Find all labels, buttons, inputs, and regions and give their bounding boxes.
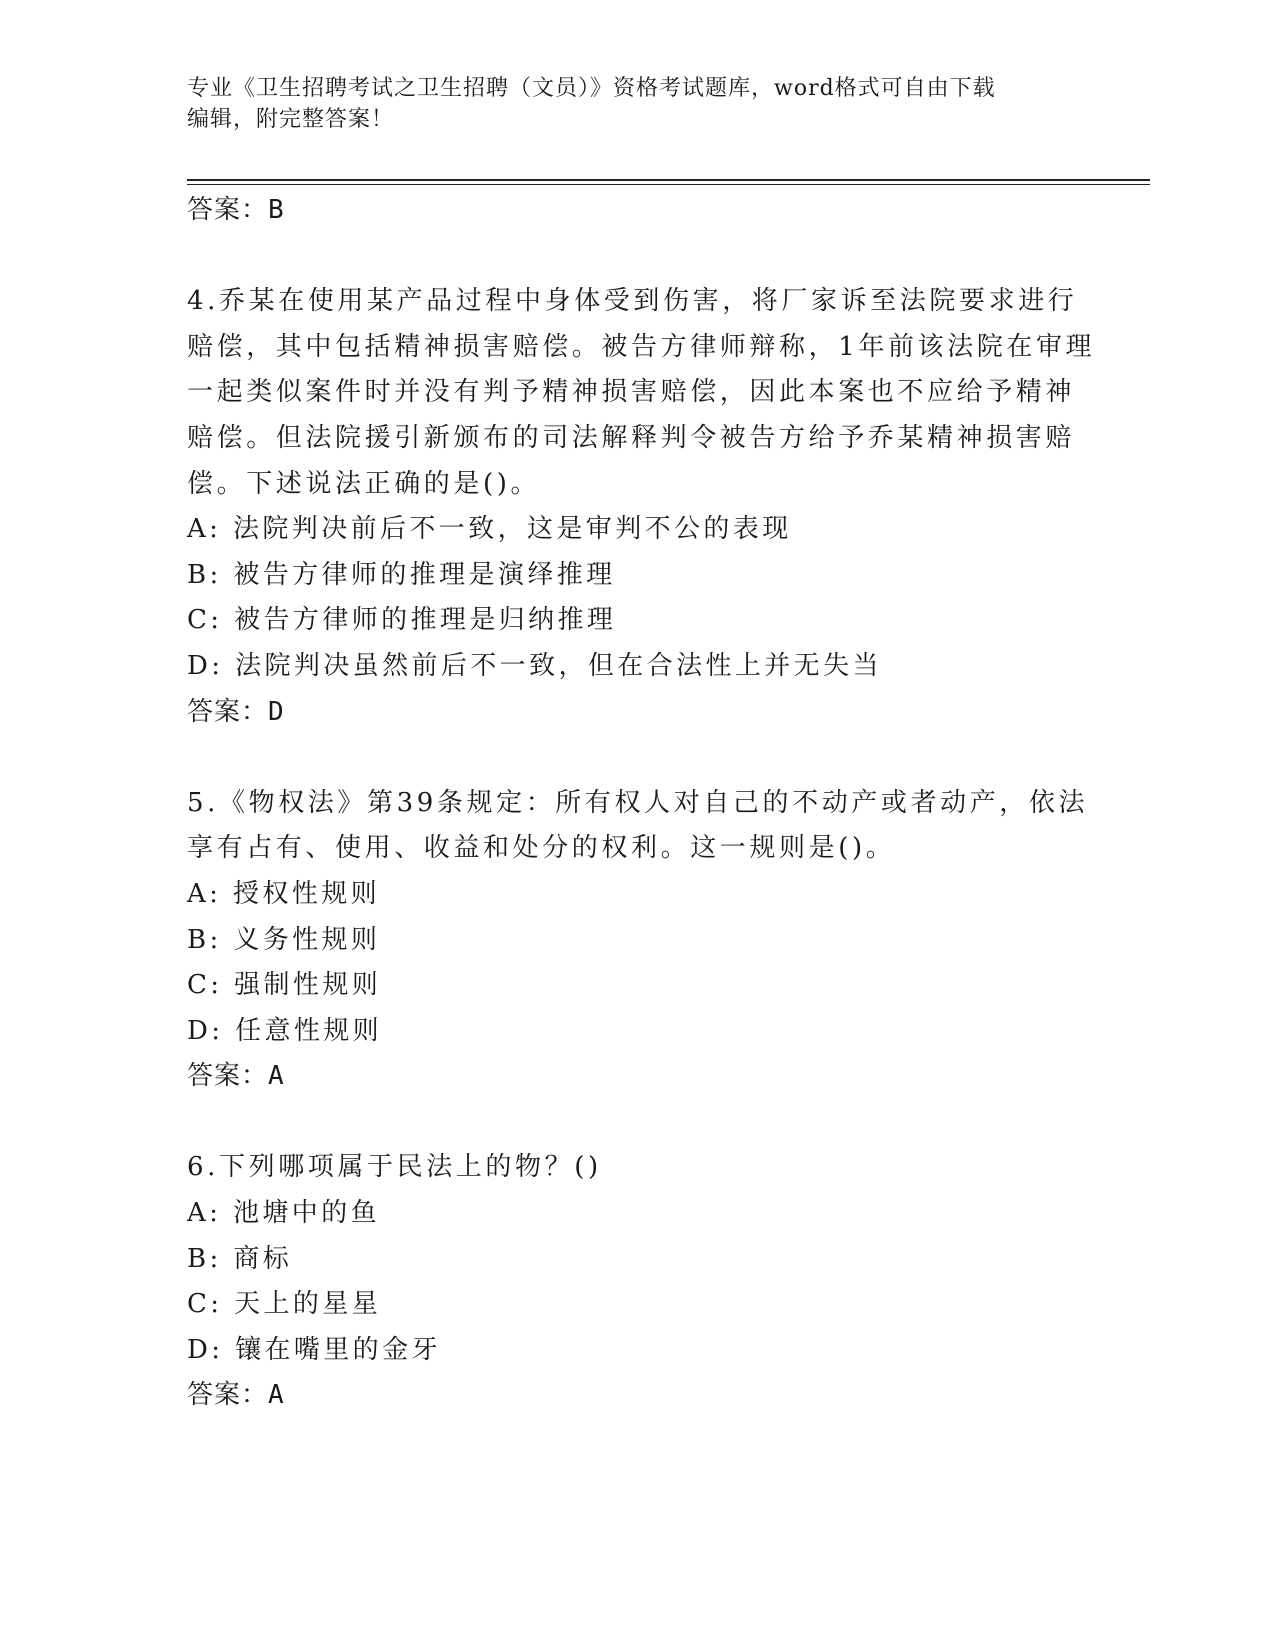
answer-value: A [268, 1061, 285, 1092]
option-d: D: 法院判决虽然前后不一致，但在合法性上并无失当 [187, 650, 882, 681]
question-text-line: 一起类似案件时并没有判予精神损害赔偿，因此本案也不应给予精神 [187, 377, 1076, 408]
answer-label: 答案： [187, 1380, 269, 1411]
spacer [187, 234, 1087, 280]
question-text-line: 6.下列哪项属于民法上的物？() [187, 1152, 602, 1183]
header-line-1: 专业《卫生招聘考试之卫生招聘（文员）》资格考试题库，word格式可自由下载 [187, 76, 996, 101]
option-c: C: 被告方律师的推理是归纳推理 [187, 605, 617, 636]
question-text-line: 4.乔某在使用某产品过程中身体受到伤害，将厂家诉至法院要求进行 [187, 286, 1078, 317]
question-text-line: 赔偿，其中包括精神损害赔偿。被告方律师辩称，1年前该法院在审理 [187, 331, 1096, 362]
question-6 [187, 1145, 1087, 1419]
page-header [187, 73, 1087, 135]
option-b: B: 被告方律师的推理是演绎推理 [187, 559, 616, 590]
question-text-line: 5.《物权法》第39条规定：所有权人对自己的不动产或者动产，依法 [187, 787, 1089, 818]
question-text-line: 享有占有、使用、收益和处分的权利。这一规则是()。 [187, 833, 896, 864]
answer [187, 1054, 1087, 1100]
option-a: A: 池塘中的鱼 [187, 1198, 381, 1229]
previous-answer [187, 188, 1087, 234]
answer-value: D [268, 696, 285, 727]
option-d: D: 镶在嘴里的金牙 [187, 1334, 441, 1365]
header-divider [187, 179, 1150, 185]
answer-label: 答案： [187, 696, 269, 727]
option-a: A: 法院判决前后不一致，这是审判不公的表现 [187, 514, 792, 545]
question-list [187, 188, 1096, 1419]
answer-value: B [268, 195, 285, 225]
answer-label: 答案： [187, 195, 269, 225]
option-c: C: 天上的星星 [187, 1289, 382, 1320]
option-b: B: 义务性规则 [187, 924, 381, 955]
option-b: B: 商标 [187, 1243, 293, 1274]
question-text-line: 赔偿。但法院援引新颁布的司法解释判令被告方给予乔某精神损害赔 [187, 422, 1076, 453]
answer [187, 1373, 1087, 1419]
option-d: D: 任意性规则 [187, 1015, 383, 1046]
question-4 [187, 279, 1096, 735]
spacer [187, 735, 1087, 781]
answer [187, 690, 1087, 736]
option-c: C: 强制性规则 [187, 970, 382, 1001]
question-text-line: 偿。下述说法正确的是()。 [187, 468, 541, 499]
option-a: A: 授权性规则 [187, 878, 381, 909]
spacer [187, 1100, 1087, 1146]
answer-value: A [268, 1380, 285, 1411]
answer-label: 答案： [187, 1061, 269, 1092]
question-5 [187, 781, 1087, 1100]
header-line-2: 编辑，附完整答案！ [187, 107, 395, 132]
